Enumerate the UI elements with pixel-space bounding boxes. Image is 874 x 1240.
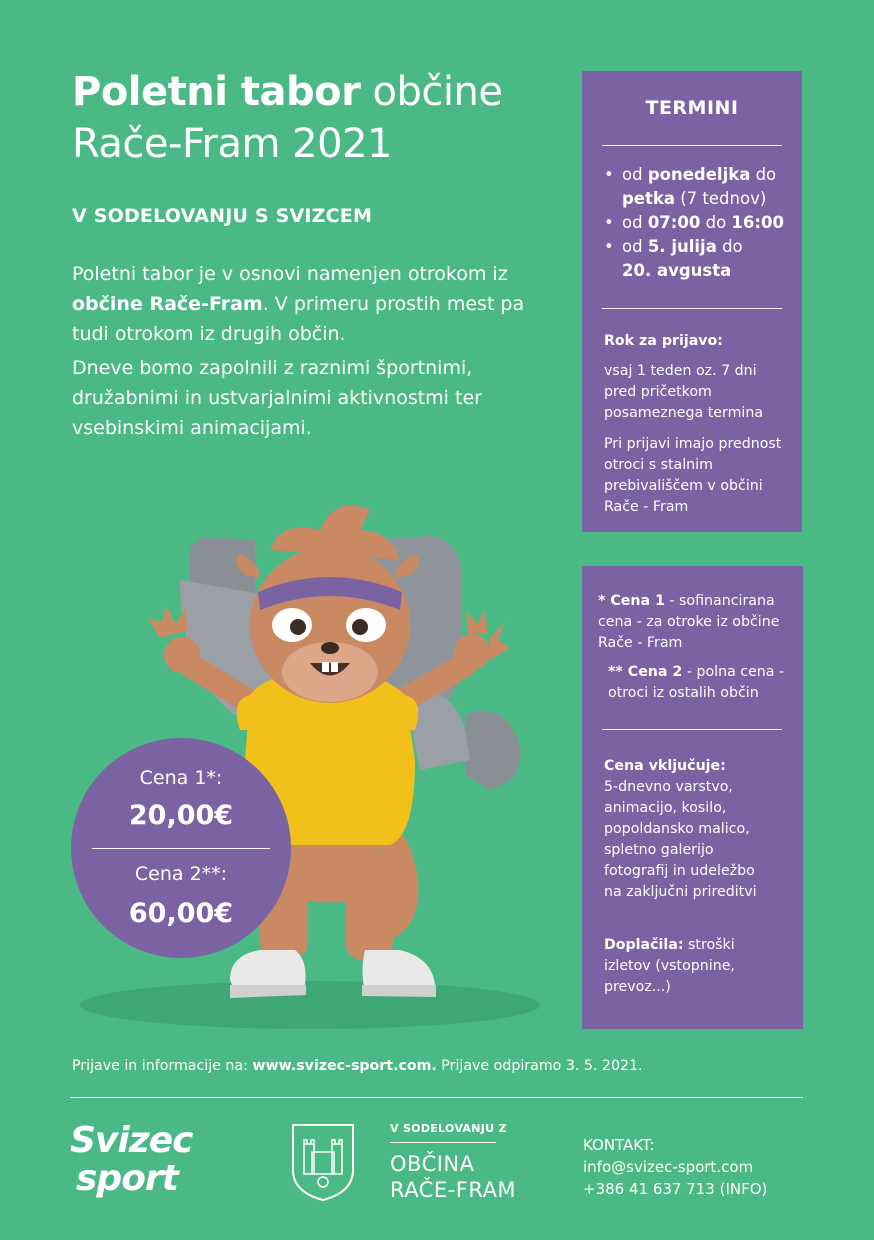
divider — [602, 308, 782, 309]
contact-email[interactable]: info@svizec-sport.com — [583, 1158, 754, 1176]
includes-label: Cena vključuje: — [604, 758, 726, 774]
price-circle — [71, 738, 291, 958]
price2-label: Cena 2**: — [134, 863, 228, 885]
list-item: • od 5. julija do 20. avgusta — [602, 235, 798, 283]
municipality-name-line2: RAČE-FRAM — [390, 1178, 517, 1202]
deadline-label: Rok za prijavo: — [604, 333, 723, 349]
crest-icon — [290, 1122, 356, 1202]
pricing-box — [582, 566, 803, 1029]
includes-text: 5-dnevno varstvo, animacijo, kosilo, popoldansko malico, spletno galerijo fotografij in udeležbo na zaključni prireditvi — [604, 779, 757, 900]
divider — [390, 1142, 496, 1143]
termini-list — [602, 163, 798, 283]
priority-text: Pri prijavi imajo prednost otroci s stalnim prebivališčem v občini Rače - Fram — [604, 436, 782, 515]
deadline-text: vsaj 1 teden oz. 7 dni pred pričetkom posameznega termina — [604, 363, 764, 421]
intro-paragraph-2: Dneve bomo zapolnili z raznimi športnimi, družabnimi in ustvarjalnimi aktivnostmi ter vsebinskimi animacijami. — [72, 357, 482, 439]
divider — [602, 729, 782, 730]
list-item: • od ponedeljka do petka (7 tednov) — [602, 163, 798, 211]
svizec-sport-logo: Svizec sport — [70, 1120, 193, 1199]
extras-text: Doplačila: stroški izletov (vstopnine, prevoz...) — [604, 937, 735, 995]
page-title: Poletni tabor občine Rače-Fram 2021 — [72, 69, 503, 167]
website-link[interactable]: www.svizec-sport.com. — [252, 1058, 437, 1074]
subtitle: V SODELOVANJU S SVIZCEM — [72, 205, 373, 227]
contact-label: KONTAKT: — [583, 1136, 655, 1154]
intro-paragraph-1: Poletni tabor je v osnovi namenjen otrokom iz občine Rače-Fram. V primeru prostih mest pa tudi otrokom iz drugih občin. — [72, 263, 525, 345]
contact-block — [583, 1134, 767, 1200]
termini-title: TERMINI — [645, 97, 739, 119]
termini-box — [582, 71, 802, 532]
price1-note: * Cena 1 - sofinancirana cena - za otroke iz občine Rače - Fram — [598, 593, 780, 651]
collaboration-label: V SODELOVANJU Z — [390, 1122, 507, 1135]
contact-phone[interactable]: +386 41 637 713 (INFO) — [583, 1180, 768, 1198]
municipality-name-line1: OBČINA — [390, 1152, 475, 1176]
price1-label: Cena 1*: — [139, 767, 223, 789]
registration-info: Prijave in informacije na: www.svizec-sport.com. Prijave odpiramo 3. 5. 2021. — [72, 1058, 643, 1074]
price1-value: 20,00€ — [128, 800, 234, 831]
list-item: • od 07:00 do 16:00 — [602, 211, 798, 235]
divider — [70, 1097, 803, 1098]
price2-value: 60,00€ — [128, 898, 234, 929]
price2-note: ** Cena 2 - polna cena - otroci iz ostalih občin — [608, 664, 785, 701]
divider — [92, 848, 270, 849]
divider — [602, 145, 782, 146]
